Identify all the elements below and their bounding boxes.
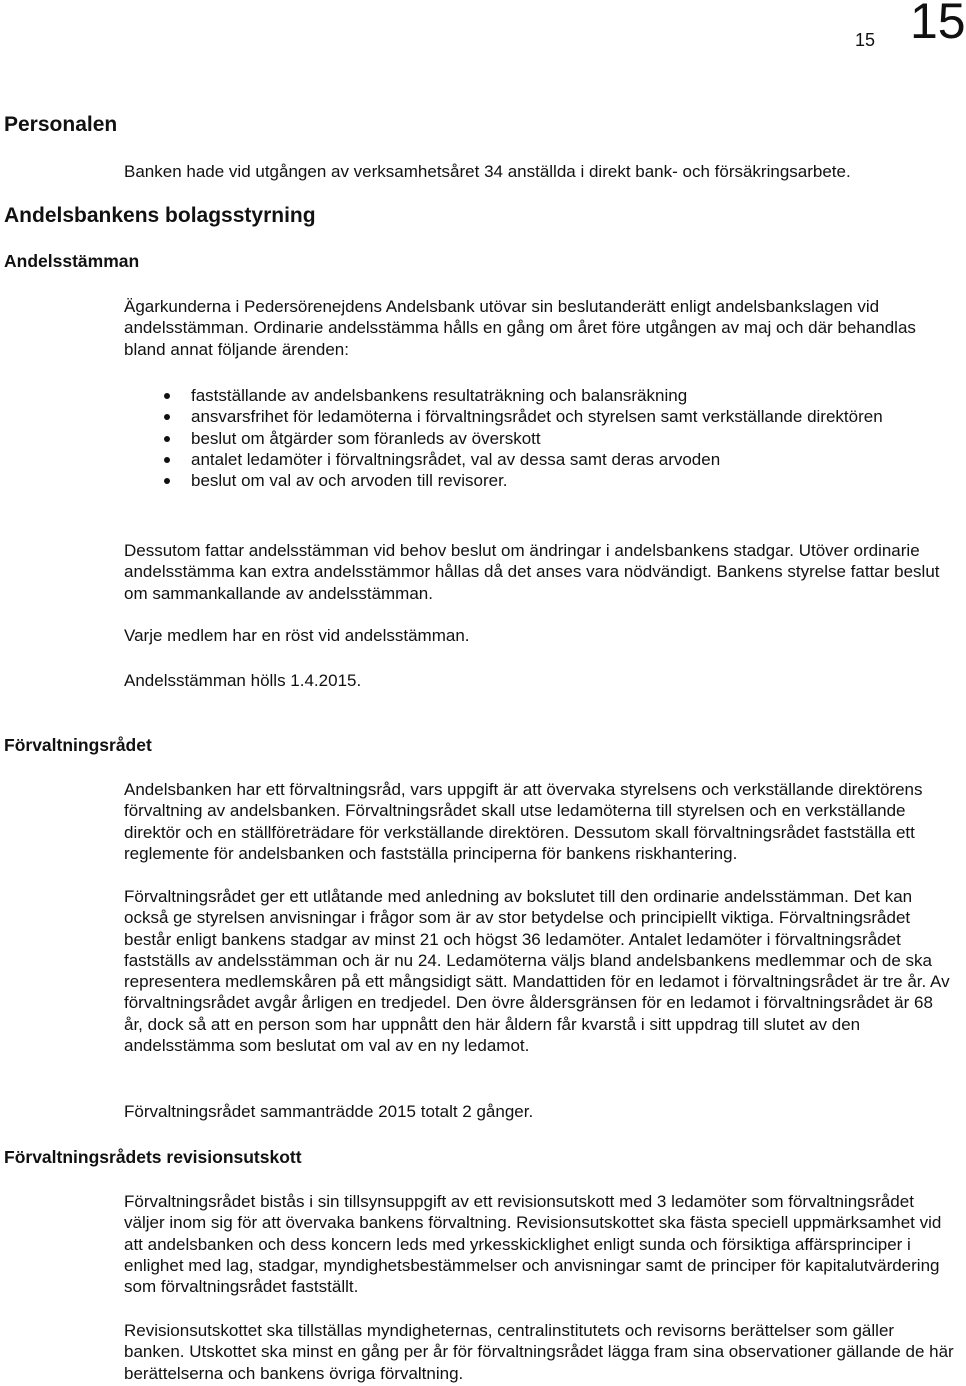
personnel-heading: Personalen (4, 113, 118, 136)
meeting-paragraph-4: Andelsstämman hölls 1.4.2015. (124, 671, 362, 690)
list-item: ansvarsfrihet för ledamöterna i förvaltningsrådet och styrelsen samt verkställande direktören (124, 406, 956, 427)
council-paragraph-1: Andelsbanken har ett förvaltningsråd, vars uppgift är att övervaka styrelsens och verkställande direktörens förvaltning av andelsbanken. Förvaltningsrådet skall utse ledamöterna till styrelsen och en verkställande direktör och en ställföreträdare för verkställande direktören. Dessutom skall förvaltningsrådet fastställa ett reglemente för andelsbanken och fastställa principerna för bankens riskhantering. (124, 780, 923, 863)
page-number-small: 15 (855, 30, 876, 50)
council-heading: Förvaltningsrådet (4, 735, 152, 755)
personnel-text: Banken hade vid utgången av verksamhetsåret 34 anställda i direkt bank- och försäkringsarbete. (124, 162, 851, 181)
council-paragraph-3: Förvaltningsrådet sammanträdde 2015 totalt 2 gånger. (124, 1102, 534, 1121)
governance-heading: Andelsbankens bolagsstyrning (4, 204, 316, 227)
council-paragraph-2: Förvaltningsrådet ger ett utlåtande med anledning av bokslutet till den ordinarie andelsstämman. Det kan också ge styrelsen anvisningar i frågor som är av stor betydelse och principiellt viktiga. Förvaltningsrådet består enligt bankens stadgar av minst 21 och högst 36 ledamöter. Antalet ledamöter i förvaltningsrådet fastställs av andelsstämman och är nu 24. Ledamöterna väljs bland andelsbankens medlemmar och de ska representera medlemskåren på ett mångsidigt sätt. Mandattiden för en ledamot i förvaltningsrådet är tre år. Av förvaltningsrådet avgår årligen en tredjedel. Den övre åldersgränsen för en ledamot i förvaltningsrådet är 68 år, dock så att en person som har uppnått den här åldern får kvarstå i sitt uppdrag till slutet av den andelsstämma som beslutat om val av en ny ledamot. (124, 887, 950, 1056)
meeting-paragraph-2: Dessutom fattar andelsstämman vid behov beslut om ändringar i andelsbankens stadgar. Utöver ordinarie andelsstämma kan extra andelsstämmor hållas då det anses vara nödvändigt. Bankens styrelse fattar beslut om sammankallande av andelsstämman. (124, 541, 940, 603)
list-item: beslut om val av och arvoden till revisorer. (124, 470, 956, 491)
audit-paragraph-1: Förvaltningsrådet bistås i sin tillsynsuppgift av ett revisionsutskott med 3 ledamöter som förvaltningsrådet väljer inom sig för att övervaka bankens förvaltning. Revisionsutskottet ska fästa speciell uppmärksamhet vid att andelsbanken och dess koncern leds med yrkesskicklighet enligt sunda och försiktiga affärsprinciper i enlighet med lag, stadgar, myndighetsbestämmelser och anvisningar samt de principer för kapitalutvärdering som förvaltningsrådet fastställt. (124, 1192, 942, 1297)
audit-paragraph-2: Revisionsutskottet ska tillställas myndigheternas, centralinstitutets och revisorns berättelser som gäller banken. Utskottet ska minst en gång per år för förvaltningsrådet lägga fram sina observationer gällande de här berättelserna och bankens övriga förvaltning. (124, 1321, 954, 1383)
meeting-heading: Andelsstämman (4, 251, 140, 271)
page-number-large: 15 (910, 0, 966, 49)
meeting-intro: Ägarkunderna i Pedersörenejdens Andelsbank utövar sin beslutanderätt enligt andelsbankslagen vid andelsstämman. Ordinarie andelsstämma hålls en gång om året före utgången av maj och där behandlas bland annat följande ärenden: (124, 297, 916, 359)
list-item: antalet ledamöter i förvaltningsrådet, val av dessa samt deras arvoden (124, 449, 956, 470)
audit-heading: Förvaltningsrådets revisionsutskott (4, 1147, 302, 1167)
meeting-paragraph-3: Varje medlem har en röst vid andelsstämman. (124, 626, 470, 645)
list-item: fastställande av andelsbankens resultaträkning och balansräkning (124, 385, 956, 406)
list-item: beslut om åtgärder som föranleds av överskott (124, 428, 956, 449)
meeting-agenda-list (124, 385, 956, 491)
